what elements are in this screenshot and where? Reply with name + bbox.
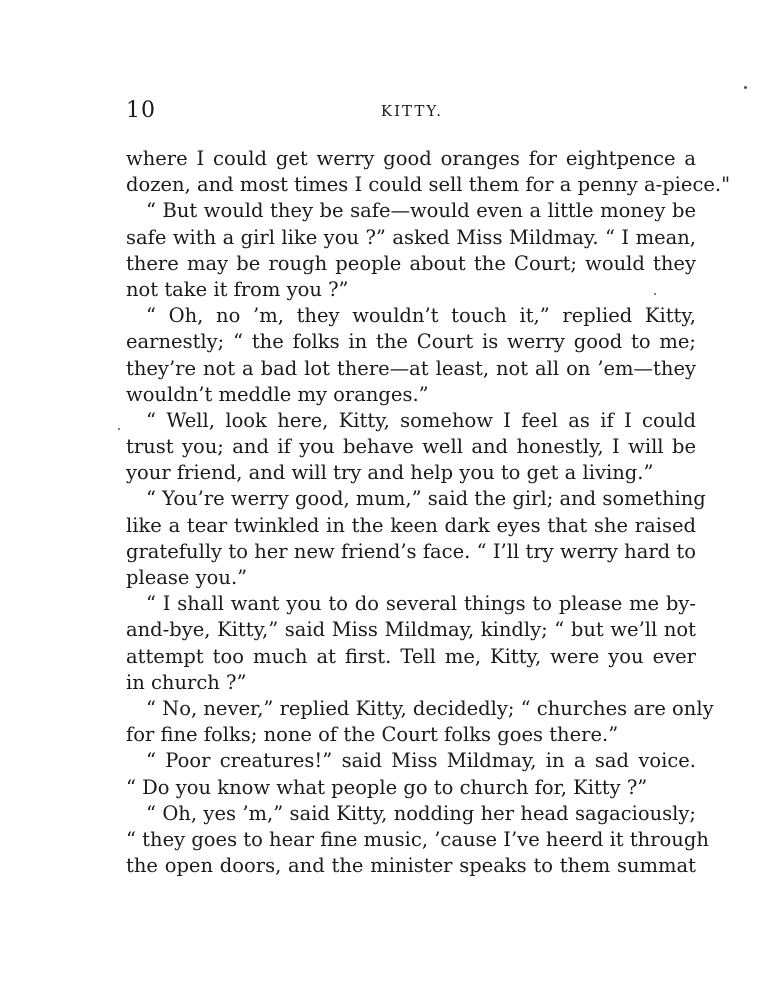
text-line: there may be rough people about the Court; would they [126, 251, 696, 275]
text-line: “ You’re werry good, mum,” said the girl; and something [146, 487, 706, 511]
running-title: KITTY. [380, 102, 444, 120]
text-line: and-bye, Kitty,” said Miss Mildmay, kindly; “ but we’ll not [126, 618, 696, 642]
text-line: dozen, and most times I could sell them for a penny a-piece." [126, 173, 731, 197]
page-header [126, 98, 698, 128]
text-line: where I could get werry good oranges for eightpence a [126, 147, 696, 170]
body-text [126, 146, 731, 879]
text-line: they’re not a bad lot there—at least, not all on ’em—they [126, 356, 696, 380]
text-line: not take it from you ?” [126, 277, 349, 301]
text-line: “ Oh, no ’m, they wouldn’t touch it,” replied Kitty, [146, 304, 696, 328]
page-number: 10 [126, 98, 156, 123]
text-line: please you.” [126, 566, 248, 589]
text-line: “ No, never,” replied Kitty, decidedly; “ churches are only [146, 696, 714, 720]
paper-speck [654, 293, 656, 295]
paper-speck [744, 86, 747, 89]
text-line: wouldn’t meddle my oranges.” [126, 382, 429, 406]
paper-speck [118, 428, 120, 430]
text-line: “ Well, look here, Kitty, somehow I feel as if I could [146, 408, 696, 432]
text-line: “ But would they be safe—would even a little money be [146, 199, 696, 223]
text-line: like a tear twinkled in the keen dark eyes that she raised [126, 513, 696, 537]
text-line: in church ?” [126, 670, 247, 694]
text-line: your friend, and will try and help you to get a living.” [126, 461, 654, 485]
text-line: “ Do you know what people go to church for, Kitty ?” [126, 775, 648, 799]
text-line: “ I shall want you to do several things to please me by- [146, 592, 696, 616]
text-line: for fine folks; none of the Court folks goes there.” [126, 723, 619, 747]
text-line: earnestly; “ the folks in the Court is werry good to me; [126, 330, 696, 354]
text-line: “ Oh, yes ’m,” said Kitty, nodding her head sagaciously; [146, 801, 696, 825]
text-line: “ they goes to hear fine music, ’cause I’ve heerd it through [126, 827, 709, 851]
text-line: safe with a girl like you ?” asked Miss Mildmay. “ I mean, [126, 225, 696, 249]
text-line: the open doors, and the minister speaks to them summat [126, 854, 696, 878]
text-line: trust you; and if you behave well and honestly, I will be [126, 435, 696, 459]
text-line: gratefully to her new friend’s face. “ I’ll try werry hard to [126, 539, 696, 563]
text-line: attempt too much at first. Tell me, Kitty, were you ever [126, 644, 696, 668]
text-line: “ Poor creatures!” said Miss Mildmay, in a sad voice. [146, 749, 696, 773]
